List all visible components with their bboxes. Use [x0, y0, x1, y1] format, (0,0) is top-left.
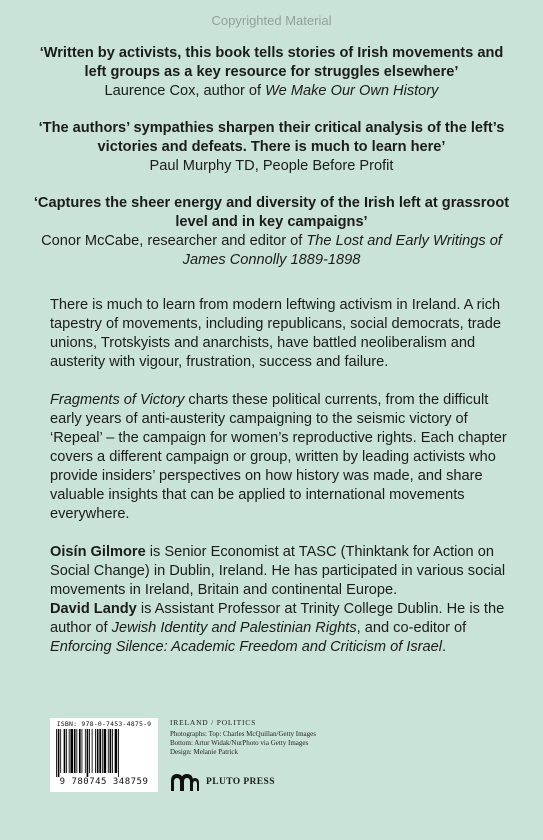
- barcode-bar: [74, 729, 76, 773]
- publisher-mark: [170, 772, 275, 792]
- barcode-bar: [69, 729, 70, 773]
- attribution-name: Conor McCabe, researcher and editor of: [41, 233, 307, 249]
- quote-text: ‘Written by activists, this book tells stories of Irish movements and left groups as a key resource for struggles elsewhere’: [39, 45, 504, 80]
- barcode-bar: [110, 729, 112, 773]
- photo-credit: Photographs: Top: Charles McQuillan/Getty Images: [170, 730, 316, 738]
- quote-attribution: [30, 157, 513, 176]
- author-name: David Landy: [50, 601, 137, 617]
- publisher-name: PLUTO PRESS: [206, 777, 275, 787]
- barcode-bar: [95, 729, 96, 773]
- quote-text: ‘The authors’ sympathies sharpen their critical analysis of the left’s victories and defeats. There is much to learn here’: [38, 120, 505, 155]
- barcode-bar: [115, 729, 118, 773]
- endorsement-quote: [30, 44, 513, 101]
- barcode-bar: [82, 729, 83, 773]
- barcode-bar: [60, 729, 61, 773]
- category-label: IRELAND / POLITICS: [170, 718, 257, 727]
- barcode-bar: [87, 729, 89, 777]
- author-bio: .: [442, 639, 447, 655]
- endorsement-quote: [30, 194, 513, 270]
- quote-attribution: [30, 232, 513, 270]
- quote-attribution: [30, 82, 513, 101]
- barcode-bar: [76, 729, 77, 773]
- barcode-bar: [104, 729, 107, 773]
- barcode-bar: [102, 729, 103, 773]
- barcode-bar: [92, 729, 93, 773]
- author-bios: [50, 543, 518, 657]
- isbn-digits: 9 780745 348759: [59, 777, 149, 787]
- endorsement-quote: [30, 119, 513, 176]
- blurb: [50, 296, 518, 676]
- barcode-bar: [56, 729, 57, 777]
- back-cover-footer: [50, 718, 520, 798]
- copyright-watermark: Copyrighted Material: [211, 13, 332, 28]
- isbn-label: ISBN: 978-0-7453-4875-9: [56, 720, 152, 728]
- author-bio: , and co-editor of: [356, 620, 467, 636]
- barcode-bar: [85, 729, 86, 773]
- barcode-bar: [97, 729, 99, 773]
- barcode-bar: [89, 729, 90, 773]
- barcode-bar: [66, 729, 67, 773]
- barcode-bar: [99, 729, 101, 773]
- attribution-book-title: The Lost and Early Writings of James Connolly 1889-1898: [182, 233, 502, 268]
- endorsement-quotes: [30, 44, 513, 288]
- attribution-name: Laurence Cox, author of: [104, 83, 266, 99]
- blurb-paragraph: [50, 391, 518, 524]
- cover-credits: [170, 718, 390, 757]
- blurb-paragraph: There is much to learn from modern leftwing activism in Ireland. A rich tapestry of movements, including republicans, social democrats, trade unions, Trotskyists and anarchists, have battled neoliberalism and austerity with vigour, frustration, success and failure.: [50, 297, 502, 370]
- barcode-bar: [64, 729, 66, 773]
- author-bio: is Assistant Professor at Trinity College Dublin. He is the author of: [50, 601, 505, 636]
- barcode-bar: [70, 729, 73, 773]
- barcode-bar: [118, 729, 119, 777]
- author-book-title: Jewish Identity and Palestinian Rights: [111, 620, 357, 636]
- blurb-text: charts these political currents, from the difficult early years of anti-austerity campaigning to the seismic victory of ‘Repeal’ – the campaign for women’s reproductive rights. Each chapter covers a different campaign or group, written by leading activists who provide insiders’ perspectives on how history was made, and share valuable insights that can be applied to international movements everywhere.: [50, 392, 507, 522]
- author-bio: is Senior Economist at TASC (Thinktank for Action on Social Change) in Dublin, Ireland. He has participated in various social movements in Ireland, Britain and continental Europe.: [50, 544, 506, 598]
- quote-text: ‘Captures the sheer energy and diversity of the Irish left at grassroot level and in key campaigns’: [33, 195, 510, 230]
- photo-credit: Bottom: Artur Widak/NurPhoto via Getty Images: [170, 739, 309, 747]
- pluto-press-logo-icon: [170, 772, 200, 792]
- barcode-bar: [79, 729, 81, 773]
- barcode-bar: [112, 729, 113, 773]
- isbn-barcode: [50, 718, 158, 792]
- design-credit: Design: Melanie Patrick: [170, 748, 239, 756]
- book-title: Fragments of Victory: [50, 392, 185, 408]
- barcode-bar: [58, 729, 60, 777]
- barcode-bar: [108, 729, 109, 773]
- attribution-book-title: We Make Our Own History: [265, 83, 439, 99]
- barcode-bars: [54, 729, 154, 777]
- author-book-title: Enforcing Silence: Academic Freedom and Criticism of Israel: [50, 639, 443, 655]
- author-name: Oisín Gilmore: [50, 544, 146, 560]
- attribution-name: Paul Murphy TD, People Before Profit: [149, 158, 394, 174]
